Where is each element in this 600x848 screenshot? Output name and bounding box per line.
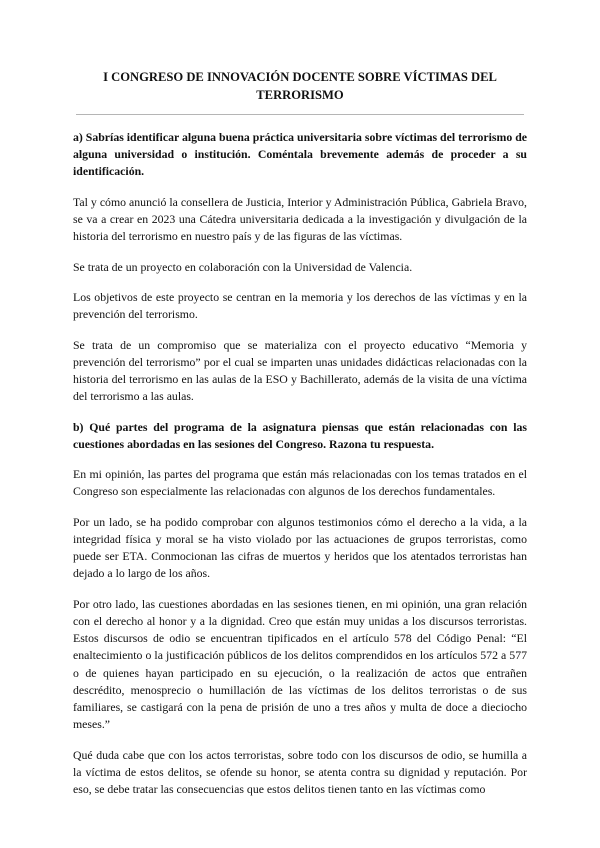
paragraph: Por un lado, se ha podido comprobar con algunos testimonios cómo el derecho a la vida, a la integridad física y moral se ha visto violado por las actuaciones de grupos terroristas, como puede ser ETA. Conmocionan las cifras de muertos y heridos que los atentados terroristas han dejado a lo largo de los años. xyxy=(73,514,527,581)
paragraph: Se trata de un proyecto en colaboración con la Universidad de Valencia. xyxy=(73,259,413,274)
page-title: I CONGRESO DE INNOVACIÓN DOCENTE SOBRE VÍCTIMAS DEL TERRORISMO xyxy=(103,70,497,102)
paragraph: En mi opinión, las partes del programa que están más relacionadas con los temas tratados en el Congreso son especialmente las relacionadas con algunos de los derechos fundamentales. xyxy=(73,467,527,499)
document-body xyxy=(73,129,527,811)
paragraph: Se trata de un compromiso que se materializa con el proyecto educativo “Memoria y prevención del terrorismo” por el cual se imparten unas unidades didácticas relacionadas con la historia del terrorismo en las aulas de la ESO y Bachillerato, además de la visita de una víctima del terrorismo a las aulas. xyxy=(73,337,527,404)
question-b: b) Qué partes del programa de la asignatura piensas que están relacionadas con las cuestiones abordadas en las sesiones del Congreso. Razona tu respuesta. xyxy=(73,419,527,451)
paragraph: Tal y cómo anunció la consellera de Justicia, Interior y Administración Pública, Gabriela Bravo, se va a crear en 2023 una Cátedra universitaria dedicada a la investigación y divulgación de la historia del terrorismo en nuestro país y de las figuras de las víctimas. xyxy=(73,194,527,244)
paragraph: Qué duda cabe que con los actos terroristas, sobre todo con los discursos de odio, se humilla a la víctima de estos delitos, se ofende su honor, se atenta contra su dignidad y reputación. Por eso, se debe tratar las consecuencias que estos delitos tienen tanto en las víctimas como xyxy=(73,747,527,796)
title-divider xyxy=(76,114,524,115)
paragraph: Por otro lado, las cuestiones abordadas en las sesiones tienen, en mi opinión, una gran relación con el derecho al honor y a la dignidad. Creo que están muy unidas a los discursos terroristas. Estos discursos de odio se encuentran tipificados en el artículo 578 del Código Penal: “El enaltecimiento o la justificación públicos de los delitos comprendidos en los artículos 572 a 577 o de quienes hayan participado en su ejecución, o la realización de actos que entrañen descrédito, menosprecio o humillación de las víctimas de los delitos terroristas o de sus familiares, se castigará con la pena de prisión de uno a tres años y multa de doce a dieciocho meses.” xyxy=(73,596,527,732)
question-a: a) Sabrías identificar alguna buena práctica universitaria sobre víctimas del terrorismo de alguna universidad o institución. Coméntala brevemente además de proceder a su identificación. xyxy=(73,130,527,179)
paragraph: Los objetivos de este proyecto se centran en la memoria y los derechos de las víctimas y en la prevención del terrorismo. xyxy=(73,289,527,322)
